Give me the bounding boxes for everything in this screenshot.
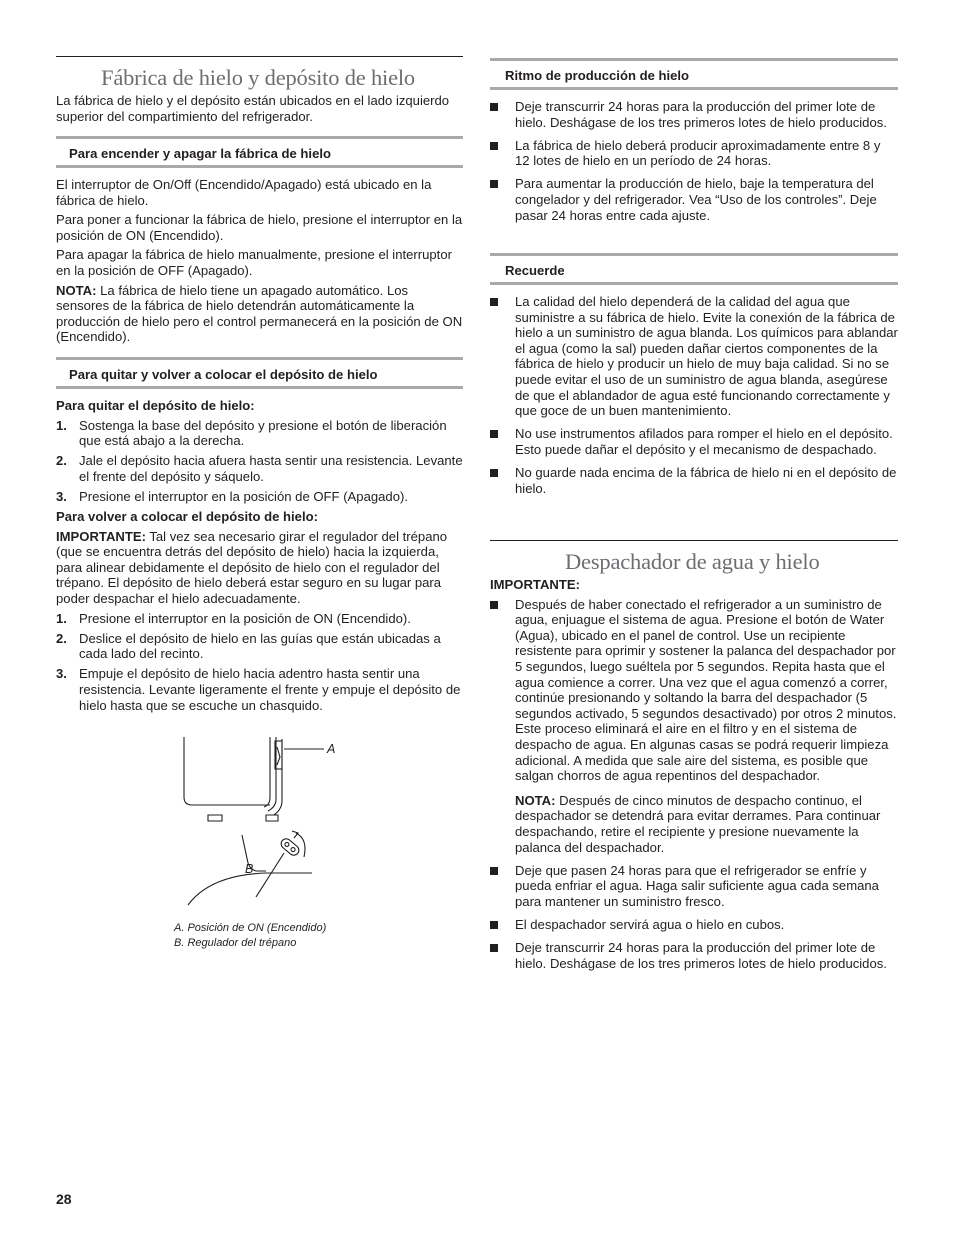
step-number: 3.	[56, 666, 67, 682]
list-item	[490, 465, 898, 496]
item-text: La calidad del hielo dependerá de la calidad del agua que suministre a su fábrica de hielo. Evite la conexión de la fábrica de hielo a un suministro de agua blanda. Los químicos para ablandar el agua (como la sal) pueden dañar ciertos componentes de la fábrica de hielo y producir un hielo de muy baja calidad. Si no se puede evitar el uso de un suministro de agua blanda, asegúrese de que el ablandador de agua esté funcionando correctamente y que goce de un buen mantenimiento.	[515, 294, 898, 419]
subheading-bin: Para quitar y volver a colocar el depósito de hielo	[69, 367, 378, 382]
step-text: Sostenga la base del depósito y presione el botón de liberación que está abajo a la derecha.	[79, 417, 447, 449]
replace-label: Para volver a colocar el depósito de hielo:	[56, 509, 318, 525]
bullet-icon	[490, 601, 498, 609]
note-text: La fábrica de hielo tiene un apagado automático. Los sensores de la fábrica de hielo detendrán automáticamente la producción de hielo pero el control permanecerá en la posición de ON (Encendido).	[56, 282, 463, 345]
intro-text: La fábrica de hielo y el depósito están ubicados en el lado izquierdo superior del compartimiento del refrigerador.	[56, 93, 450, 124]
item-text: Deje que pasen 24 horas para que el refrigerador se enfríe y pueda enfriar el agua. Haga salir suficiente agua cada semana para mantener un suministro fresco.	[515, 862, 879, 909]
item-text: No guarde nada encima de la fábrica de hielo ni en el depósito de hielo.	[515, 464, 897, 496]
section-title-dispenser: Despachador de agua y hielo	[565, 549, 820, 574]
bullet-icon	[490, 298, 498, 306]
note-text: Después de cinco minutos de despacho continuo, el despachador se detendrá para evitar derrames. Para continuar despachando, retire el recipiente y presione nuevamente la palanca del despachador.	[515, 792, 881, 855]
remember-list	[490, 294, 898, 496]
list-item	[490, 597, 898, 856]
subheading-bar-remember	[490, 253, 898, 285]
list-item	[490, 940, 898, 971]
list-item	[56, 489, 463, 505]
list-item	[56, 666, 463, 713]
on-off-p2: Para poner a funcionar la fábrica de hielo, presione el interruptor en la posición de ON (Encendido).	[56, 212, 463, 243]
caption-b: B. Regulador del trépano	[174, 937, 297, 950]
bullet-icon	[490, 944, 498, 952]
production-rate-list	[490, 99, 898, 223]
bullet-icon	[490, 180, 498, 188]
item-text: No use instrumentos afilados para romper el hielo en el depósito. Esto puede dañar el depósito y el mecanismo de despachado.	[515, 426, 893, 457]
remember-body	[490, 294, 898, 504]
on-off-p3: Para apagar la fábrica de hielo manualmente, presione el interruptor en la posición de OFF (Apagado).	[56, 247, 452, 278]
remove-label: Para quitar el depósito de hielo:	[56, 398, 255, 413]
dispenser-list	[490, 597, 898, 972]
on-off-p1: El interruptor de On/Off (Encendido/Apagado) está ubicado en la fábrica de hielo.	[56, 177, 432, 208]
item-text: Deje transcurrir 24 horas para la producción del primer lote de hielo. Deshágase de los tres primeros lotes de hielo producidos.	[515, 99, 887, 130]
note-label: NOTA:	[56, 282, 97, 298]
list-item	[490, 426, 898, 457]
list-item	[56, 418, 463, 449]
bullet-icon	[490, 867, 498, 875]
on-off-note	[56, 283, 463, 345]
bullet-icon	[490, 142, 498, 150]
on-off-section-body	[56, 177, 463, 349]
list-item	[490, 863, 898, 910]
subheading-production-rate: Ritmo de producción de hielo	[505, 68, 690, 83]
bullet-icon	[490, 430, 498, 438]
figure-label-a: A	[327, 742, 336, 756]
production-rate-body	[490, 99, 898, 231]
step-number: 3.	[56, 488, 67, 504]
figure-label-b: B	[245, 862, 254, 876]
step-text: Deslice el depósito de hielo en las guías que están ubicadas a cada lado del recinto.	[79, 630, 441, 662]
note-label: NOTA:	[515, 792, 556, 808]
list-item	[490, 138, 898, 169]
bullet-icon	[490, 469, 498, 477]
dispenser-top-rule	[490, 540, 898, 541]
bullet-icon	[490, 921, 498, 929]
figure-caption	[174, 921, 326, 951]
dispenser-note	[515, 793, 898, 855]
item-text: La fábrica de hielo deberá producir aproximadamente entre 8 y 12 lotes de hielo en un período de 24 horas.	[515, 137, 881, 169]
important-note	[56, 529, 463, 607]
subheading-bar-production-rate	[490, 58, 898, 90]
replace-steps-list	[56, 611, 463, 714]
dispenser-important-label: IMPORTANTE:	[490, 577, 580, 592]
important-text: Tal vez sea necesario girar el regulador del trépano (que se encuentra detrás del depósito de hielo) hacia la izquierda, para alinear debidamente el depósito de hielo con el regulador del trépano. El depósito de hielo deberá estar seguro en su lugar para poder despachar el hielo adecuadamente.	[56, 528, 448, 607]
step-number: 1.	[56, 610, 67, 626]
step-text: Presione el interruptor en la posición de OFF (Apagado).	[79, 488, 408, 504]
subheading-bar-on-off	[56, 136, 463, 168]
subheading-bar-bin	[56, 357, 463, 389]
ice-maker-intro	[56, 93, 463, 124]
ice-maker-figure	[170, 735, 330, 910]
step-text: Presione el interruptor en la posición de ON (Encendido).	[79, 610, 411, 626]
dispenser-body	[490, 577, 898, 979]
page-number: 28	[56, 1191, 72, 1207]
item-text: Deje transcurrir 24 horas para la producción del primer lote de hielo. Deshágase de los tres primeros lotes de hielo producidos.	[515, 939, 887, 971]
caption-a: A. Posición de ON (Encendido)	[174, 922, 327, 934]
step-text: Jale el depósito hacia afuera hasta sentir una resistencia. Levante el frente del depósito y sáquelo.	[79, 453, 463, 484]
list-item	[56, 611, 463, 627]
important-label: IMPORTANTE:	[56, 528, 146, 544]
list-item	[490, 917, 898, 933]
bullet-icon	[490, 103, 498, 111]
bin-section-body	[56, 398, 463, 718]
step-number: 2.	[56, 453, 67, 469]
list-item	[56, 631, 463, 662]
subheading-on-off: Para encender y apagar la fábrica de hielo	[69, 146, 331, 161]
subheading-remember: Recuerde	[505, 263, 565, 278]
item-text: El despachador servirá agua o hielo en cubos.	[515, 916, 785, 932]
top-rule-left	[56, 56, 463, 57]
section-title-ice-maker: Fábrica de hielo y depósito de hielo	[101, 65, 415, 90]
step-text: Empuje el depósito de hielo hacia adentro hasta sentir una resistencia. Levante ligeramente el frente y empuje el depósito de hielo hasta que se escuche un chasquido.	[79, 666, 461, 713]
item-text: Después de haber conectado el refrigerador a un suministro de agua, enjuague el sistema de agua. Presione el botón de Water (Agua), ubicado en el panel de control. Use un recipiente resistente para oprimir y sostener la palanca del despachador por 5 segundos, luego suéltela por 5 segundos. Repita hasta que el agua comience a correr. Una vez que el agua comenzó a correr, continúe presionando y soltando la barra del despachador (5 segundos activado, 5 segundos desactivado) por otros 2 minutos. Este proceso eliminará el aire en el filtro y en el sistema de despacho de agua. En algunas casas se podrá requerir limpieza adicional. A medida que sale aire del sistema, es posible que salgan chorros de agua repentinos del despachador.	[515, 596, 897, 784]
remove-steps-list	[56, 418, 463, 505]
list-item	[56, 453, 463, 484]
list-item	[490, 176, 898, 223]
list-item	[490, 99, 898, 130]
item-text: Para aumentar la producción de hielo, baje la temperatura del congelador y del refrigerador. Vea “Uso de los controles”. Deje pasar 24 horas entre cada ajuste.	[515, 176, 877, 223]
step-number: 2.	[56, 630, 67, 646]
list-item	[490, 294, 898, 419]
step-number: 1.	[56, 417, 67, 433]
